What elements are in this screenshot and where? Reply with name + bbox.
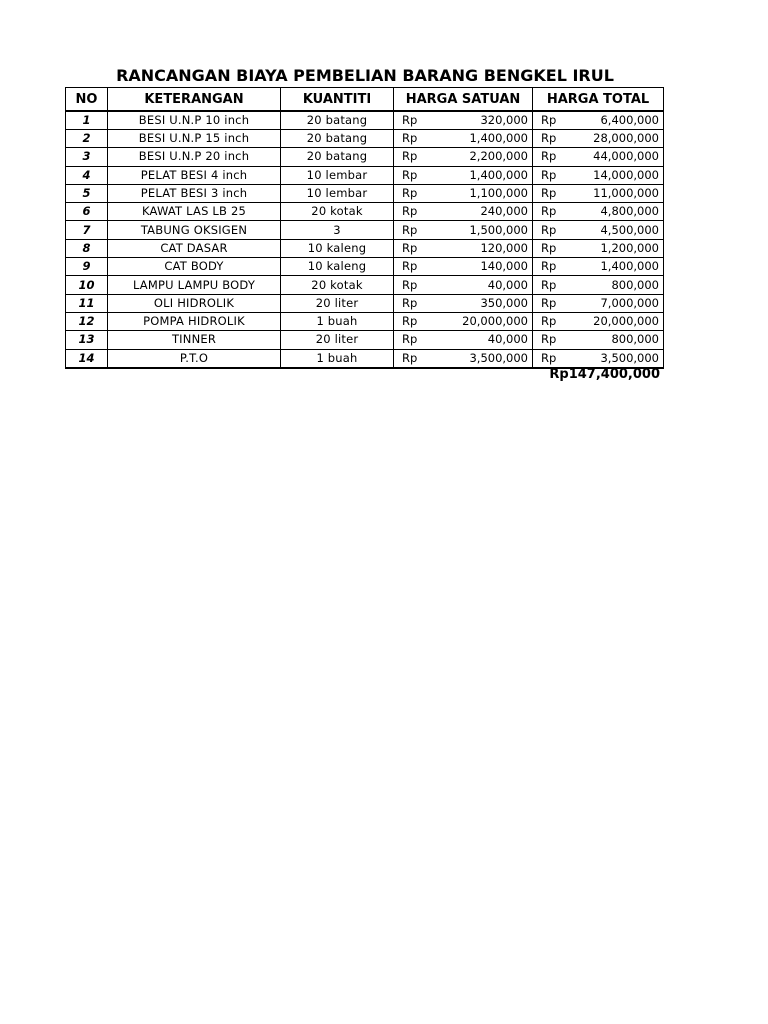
column-header-harga-total: HARGA TOTAL (533, 88, 664, 112)
harga-total-value: 6,400,000 (600, 113, 659, 127)
currency-label: Rp (402, 332, 418, 347)
cell-kuantiti: 10 lembar (281, 184, 394, 202)
currency-label: Rp (402, 131, 418, 146)
harga-total-value: 28,000,000 (593, 131, 659, 146)
harga-satuan-value: 350,000 (480, 295, 528, 310)
table-row (66, 349, 664, 368)
cell-keterangan: BESI U.N.P 15 inch (108, 130, 281, 148)
table-row (66, 221, 664, 239)
cell-harga-total (533, 221, 664, 239)
harga-satuan-value: 240,000 (480, 204, 528, 219)
table-row (66, 203, 664, 221)
harga-total-value: 20,000,000 (593, 314, 659, 329)
currency-label: Rp (541, 186, 557, 201)
cell-kuantiti: 20 liter (281, 331, 394, 349)
currency-label: Rp (541, 204, 557, 219)
currency-label: Rp (402, 314, 418, 329)
column-header-kuantiti: KUANTITI (281, 88, 394, 112)
currency-label: Rp (402, 240, 418, 255)
cell-harga-satuan (394, 331, 533, 349)
harga-satuan-value: 20,000,000 (462, 314, 528, 329)
harga-satuan-value: 2,200,000 (469, 149, 528, 164)
cell-keterangan: CAT BODY (108, 258, 281, 276)
cell-no: 9 (66, 258, 108, 276)
cell-keterangan: CAT DASAR (108, 239, 281, 257)
cell-kuantiti: 20 kotak (281, 203, 394, 221)
cell-kuantiti: 3 (281, 221, 394, 239)
cell-no: 7 (66, 221, 108, 239)
cell-harga-total (533, 312, 664, 330)
currency-label: Rp (402, 149, 418, 164)
document-title: RANCANGAN BIAYA PEMBELIAN BARANG BENGKEL IRUL (116, 66, 614, 85)
cell-kuantiti: 20 batang (281, 148, 394, 166)
cell-no: 2 (66, 130, 108, 148)
cell-kuantiti: 10 kaleng (281, 258, 394, 276)
cell-keterangan: BESI U.N.P 10 inch (108, 111, 281, 130)
grand-total: Rp147,400,000 (549, 367, 660, 382)
cell-harga-satuan (394, 130, 533, 148)
table-row (66, 294, 664, 312)
cell-keterangan: POMPA HIDROLIK (108, 312, 281, 330)
currency-label: Rp (541, 277, 557, 292)
harga-satuan-value: 40,000 (487, 332, 528, 347)
table-header-row (66, 88, 664, 112)
cell-no: 4 (66, 166, 108, 184)
cell-harga-satuan (394, 239, 533, 257)
cell-kuantiti: 20 batang (281, 111, 394, 130)
table-row (66, 258, 664, 276)
harga-satuan-value: 1,400,000 (469, 131, 528, 146)
table-row (66, 184, 664, 202)
cell-keterangan: BESI U.N.P 20 inch (108, 148, 281, 166)
harga-total-value: 1,200,000 (600, 240, 659, 255)
cell-no: 12 (66, 312, 108, 330)
harga-total-value: 3,500,000 (600, 350, 659, 365)
harga-satuan-value: 120,000 (480, 240, 528, 255)
currency-label: Rp (541, 113, 557, 127)
cell-harga-total (533, 130, 664, 148)
cell-harga-satuan (394, 258, 533, 276)
currency-label: Rp (541, 222, 557, 237)
cell-kuantiti: 10 lembar (281, 166, 394, 184)
currency-label: Rp (402, 204, 418, 219)
table-row (66, 312, 664, 330)
cell-no: 11 (66, 294, 108, 312)
cell-keterangan: TINNER (108, 331, 281, 349)
cell-no: 6 (66, 203, 108, 221)
currency-label: Rp (541, 295, 557, 310)
cell-kuantiti: 20 liter (281, 294, 394, 312)
cell-no: 3 (66, 148, 108, 166)
currency-label: Rp (541, 259, 557, 274)
table-row (66, 239, 664, 257)
cell-keterangan: LAMPU LAMPU BODY (108, 276, 281, 294)
currency-label: Rp (402, 113, 418, 127)
table-row (66, 166, 664, 184)
harga-satuan-value: 1,500,000 (469, 222, 528, 237)
cell-harga-total (533, 276, 664, 294)
table-body (66, 111, 664, 368)
harga-satuan-value: 320,000 (480, 113, 528, 127)
currency-label: Rp (402, 350, 418, 365)
currency-label: Rp (541, 350, 557, 365)
cell-harga-total (533, 349, 664, 368)
table-row (66, 130, 664, 148)
column-header-no: NO (66, 88, 108, 112)
cell-keterangan: PELAT BESI 4 inch (108, 166, 281, 184)
cell-harga-total (533, 258, 664, 276)
harga-satuan-value: 1,400,000 (469, 167, 528, 182)
cell-kuantiti: 20 kotak (281, 276, 394, 294)
cell-no: 5 (66, 184, 108, 202)
cell-harga-satuan (394, 312, 533, 330)
cell-harga-satuan (394, 203, 533, 221)
cell-keterangan: PELAT BESI 3 inch (108, 184, 281, 202)
cell-harga-total (533, 203, 664, 221)
cost-table (65, 87, 664, 369)
harga-total-value: 4,500,000 (600, 222, 659, 237)
column-header-harga-satuan: HARGA SATUAN (394, 88, 533, 112)
cell-harga-total (533, 166, 664, 184)
harga-total-value: 7,000,000 (600, 295, 659, 310)
currency-label: Rp (541, 332, 557, 347)
cell-harga-total (533, 331, 664, 349)
table-row (66, 111, 664, 130)
currency-label: Rp (541, 240, 557, 255)
currency-label: Rp (541, 149, 557, 164)
harga-satuan-value: 3,500,000 (469, 350, 528, 365)
currency-label: Rp (541, 167, 557, 182)
harga-total-value: 800,000 (611, 277, 659, 292)
cell-harga-total (533, 148, 664, 166)
cell-no: 10 (66, 276, 108, 294)
currency-label: Rp (402, 222, 418, 237)
harga-satuan-value: 40,000 (487, 277, 528, 292)
cell-harga-satuan (394, 148, 533, 166)
harga-total-value: 1,400,000 (600, 259, 659, 274)
currency-label: Rp (402, 186, 418, 201)
table-row (66, 276, 664, 294)
harga-total-value: 800,000 (611, 332, 659, 347)
harga-satuan-value: 1,100,000 (469, 186, 528, 201)
cell-harga-satuan (394, 221, 533, 239)
cell-keterangan: TABUNG OKSIGEN (108, 221, 281, 239)
cell-harga-satuan (394, 349, 533, 368)
cell-kuantiti: 20 batang (281, 130, 394, 148)
cell-harga-satuan (394, 166, 533, 184)
harga-total-value: 14,000,000 (593, 167, 659, 182)
harga-total-value: 11,000,000 (593, 186, 659, 201)
table-row (66, 331, 664, 349)
cell-no: 1 (66, 111, 108, 130)
cell-keterangan: KAWAT LAS LB 25 (108, 203, 281, 221)
currency-label: Rp (541, 314, 557, 329)
cell-kuantiti: 1 buah (281, 349, 394, 368)
cell-harga-total (533, 184, 664, 202)
cell-harga-satuan (394, 111, 533, 130)
currency-label: Rp (402, 277, 418, 292)
cell-harga-satuan (394, 184, 533, 202)
harga-satuan-value: 140,000 (480, 259, 528, 274)
currency-label: Rp (541, 131, 557, 146)
cell-harga-total (533, 111, 664, 130)
cell-no: 13 (66, 331, 108, 349)
table-row (66, 148, 664, 166)
harga-total-value: 4,800,000 (600, 204, 659, 219)
cell-harga-satuan (394, 276, 533, 294)
currency-label: Rp (402, 167, 418, 182)
cell-keterangan: P.T.O (108, 349, 281, 368)
cell-kuantiti: 1 buah (281, 312, 394, 330)
cell-harga-total (533, 294, 664, 312)
currency-label: Rp (402, 295, 418, 310)
cell-harga-satuan (394, 294, 533, 312)
currency-label: Rp (402, 259, 418, 274)
harga-total-value: 44,000,000 (593, 149, 659, 164)
cell-harga-total (533, 239, 664, 257)
cell-no: 14 (66, 349, 108, 368)
cell-kuantiti: 10 kaleng (281, 239, 394, 257)
cell-keterangan: OLI HIDROLIK (108, 294, 281, 312)
cell-no: 8 (66, 239, 108, 257)
column-header-keterangan: KETERANGAN (108, 88, 281, 112)
